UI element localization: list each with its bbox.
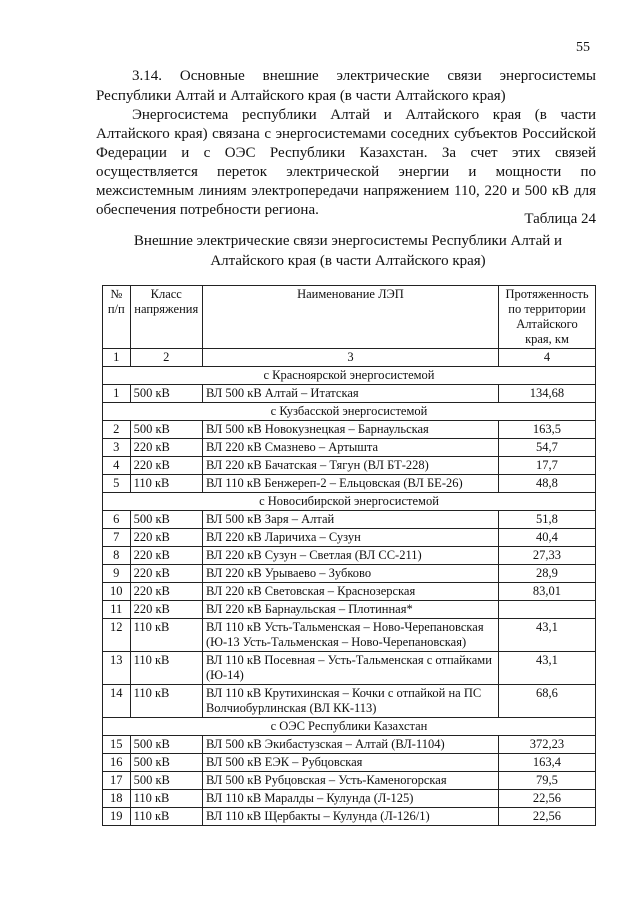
row-number: 10 <box>103 583 131 601</box>
line-length: 134,68 <box>498 385 595 403</box>
line-name: ВЛ 220 кВ Барнаульская – Плотинная* <box>202 601 498 619</box>
line-length: 163,5 <box>498 421 595 439</box>
line-name: ВЛ 500 кВ Рубцовская – Усть-Каменогорская <box>202 772 498 790</box>
row-number: 17 <box>103 772 131 790</box>
line-length: 83,01 <box>498 583 595 601</box>
section-number: 3.14. <box>132 68 162 84</box>
header-line-name: Наименование ЛЭП <box>202 286 498 349</box>
group-title: с Красноярской энергосистемой <box>103 367 596 385</box>
header-voltage-class: Класс напряжения <box>130 286 202 349</box>
table-row <box>103 511 596 529</box>
line-name: ВЛ 220 кВ Световская – Краснозерская <box>202 583 498 601</box>
line-length <box>498 601 595 619</box>
line-name: ВЛ 500 кВ Заря – Алтай <box>202 511 498 529</box>
line-name: ВЛ 110 кВ Маралды – Кулунда (Л-125) <box>202 790 498 808</box>
table-row <box>103 547 596 565</box>
table-row <box>103 583 596 601</box>
group-row <box>103 367 596 385</box>
voltage-class: 220 кВ <box>130 601 202 619</box>
voltage-class: 110 кВ <box>130 475 202 493</box>
table-row <box>103 529 596 547</box>
group-row <box>103 403 596 421</box>
row-number: 18 <box>103 790 131 808</box>
section-heading <box>96 66 596 106</box>
row-number: 15 <box>103 736 131 754</box>
line-name: ВЛ 220 кВ Смазнево – Артышта <box>202 439 498 457</box>
line-name: ВЛ 220 кВ Сузун – Светлая (ВЛ СС-211) <box>202 547 498 565</box>
section-title-line1: Основные внешние электрические связи энергосистемы <box>179 68 597 84</box>
line-length: 163,4 <box>498 754 595 772</box>
row-number: 5 <box>103 475 131 493</box>
table-row <box>103 790 596 808</box>
line-name: ВЛ 500 кВ Новокузнецкая – Барнаульская <box>202 421 498 439</box>
line-name: ВЛ 110 кВ Усть-Тальменская – Ново-Черепановская (Ю-13 Усть-Тальменская – Ново-Черепановская) <box>202 619 498 652</box>
group-title: с Кузбасской энергосистемой <box>103 403 596 421</box>
index-cell: 4 <box>498 349 595 367</box>
row-number: 7 <box>103 529 131 547</box>
row-number: 16 <box>103 754 131 772</box>
table-row <box>103 652 596 685</box>
body-paragraph: Энергосистема республики Алтай и Алтайского края (в части Алтайского края) связана с энергосистемами соседних субъектов Российской Федерации и с ОЭС Республики Казахстан. За счет этих связей осуществляется переток электрической энергии и мощности по межсистемным линиям электропередачи напряжением 110, 220 и 500 кВ для обеспечения потребности региона. <box>96 107 596 218</box>
group-row <box>103 493 596 511</box>
voltage-class: 220 кВ <box>130 565 202 583</box>
line-length: 372,23 <box>498 736 595 754</box>
table-title-line1: Внешние электрические связи энергосистемы Республики Алтай и <box>133 233 563 249</box>
table-row <box>103 754 596 772</box>
power-lines-table <box>102 285 596 826</box>
voltage-class: 110 кВ <box>130 790 202 808</box>
table-row <box>103 685 596 718</box>
voltage-class: 220 кВ <box>130 583 202 601</box>
voltage-class: 500 кВ <box>130 511 202 529</box>
index-cell: 1 <box>103 349 131 367</box>
index-cell: 3 <box>202 349 498 367</box>
table-title-line2: Алтайского края (в части Алтайского края) <box>210 253 486 269</box>
table-number: Таблица 24 <box>524 211 596 227</box>
line-name: ВЛ 500 кВ Алтай – Итатская <box>202 385 498 403</box>
row-number: 19 <box>103 808 131 826</box>
row-number: 1 <box>103 385 131 403</box>
line-name: ВЛ 110 кВ Щербакты – Кулунда (Л-126/1) <box>202 808 498 826</box>
table-row <box>103 619 596 652</box>
line-length: 27,33 <box>498 547 595 565</box>
line-name: ВЛ 220 кВ Ларичиха – Сузун <box>202 529 498 547</box>
group-title: с Новосибирской энергосистемой <box>103 493 596 511</box>
header-num: № п/п <box>103 286 131 349</box>
group-row <box>103 718 596 736</box>
table-header-row <box>103 286 596 349</box>
line-name: ВЛ 500 кВ ЕЭК – Рубцовская <box>202 754 498 772</box>
section-title-line2: Республики Алтай и Алтайского края (в части Алтайского края) <box>96 88 506 104</box>
voltage-class: 220 кВ <box>130 439 202 457</box>
line-length: 43,1 <box>498 619 595 652</box>
row-number: 3 <box>103 439 131 457</box>
section-heading-line1 <box>96 66 596 86</box>
table-row <box>103 385 596 403</box>
line-name: ВЛ 500 кВ Экибастузская – Алтай (ВЛ-1104) <box>202 736 498 754</box>
table-row <box>103 808 596 826</box>
row-number: 13 <box>103 652 131 685</box>
line-length: 17,7 <box>498 457 595 475</box>
line-length: 51,8 <box>498 511 595 529</box>
row-number: 4 <box>103 457 131 475</box>
row-number: 11 <box>103 601 131 619</box>
line-length: 43,1 <box>498 652 595 685</box>
header-length: Протяженность по территории Алтайского края, км <box>498 286 595 349</box>
line-name: ВЛ 110 кВ Посевная – Усть-Тальменская с отпайками (Ю-14) <box>202 652 498 685</box>
voltage-class: 110 кВ <box>130 808 202 826</box>
row-number: 9 <box>103 565 131 583</box>
line-length: 22,56 <box>498 790 595 808</box>
table-row <box>103 475 596 493</box>
table-row <box>103 457 596 475</box>
row-number: 14 <box>103 685 131 718</box>
voltage-class: 110 кВ <box>130 652 202 685</box>
table-row <box>103 601 596 619</box>
line-length: 68,6 <box>498 685 595 718</box>
voltage-class: 110 кВ <box>130 685 202 718</box>
voltage-class: 500 кВ <box>130 736 202 754</box>
voltage-class: 220 кВ <box>130 529 202 547</box>
row-number: 12 <box>103 619 131 652</box>
row-number: 6 <box>103 511 131 529</box>
table-index-row <box>103 349 596 367</box>
voltage-class: 220 кВ <box>130 457 202 475</box>
line-length: 48,8 <box>498 475 595 493</box>
line-name: ВЛ 220 кВ Урываево – Зубково <box>202 565 498 583</box>
table-row <box>103 736 596 754</box>
table-row <box>103 772 596 790</box>
index-cell: 2 <box>130 349 202 367</box>
voltage-class: 500 кВ <box>130 754 202 772</box>
line-name: ВЛ 110 кВ Крутихинская – Кочки с отпайкой на ПС Волчиобурлинская (ВЛ КК-113) <box>202 685 498 718</box>
table-row <box>103 421 596 439</box>
table-body <box>103 349 596 826</box>
line-length: 40,4 <box>498 529 595 547</box>
table-title <box>110 231 586 271</box>
page-number: 55 <box>576 40 590 55</box>
line-length: 28,9 <box>498 565 595 583</box>
row-number: 8 <box>103 547 131 565</box>
row-number: 2 <box>103 421 131 439</box>
voltage-class: 220 кВ <box>130 547 202 565</box>
line-name: ВЛ 220 кВ Бачатская – Тягун (ВЛ БТ-228) <box>202 457 498 475</box>
line-length: 54,7 <box>498 439 595 457</box>
line-length: 22,56 <box>498 808 595 826</box>
voltage-class: 500 кВ <box>130 385 202 403</box>
group-title: с ОЭС Республики Казахстан <box>103 718 596 736</box>
line-length: 79,5 <box>498 772 595 790</box>
line-name: ВЛ 110 кВ Бенжереп-2 – Ельцовская (ВЛ БЕ-26) <box>202 475 498 493</box>
voltage-class: 110 кВ <box>130 619 202 652</box>
voltage-class: 500 кВ <box>130 421 202 439</box>
table-row <box>103 565 596 583</box>
voltage-class: 500 кВ <box>130 772 202 790</box>
table-row <box>103 439 596 457</box>
